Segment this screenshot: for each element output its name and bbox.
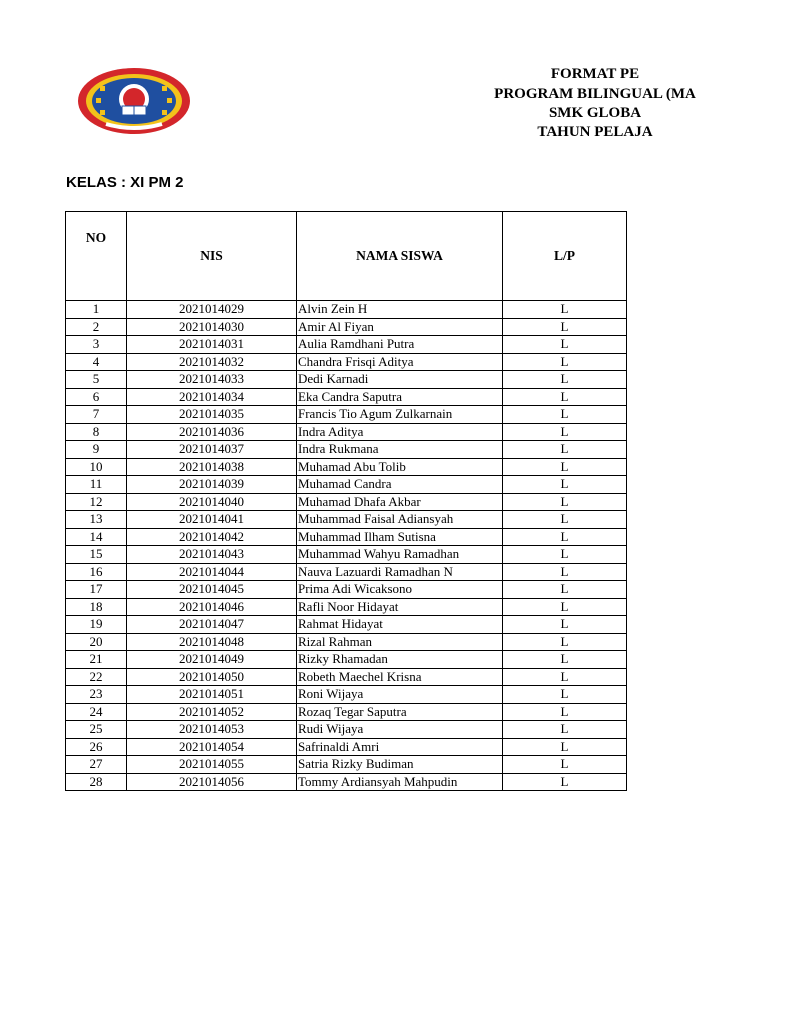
table-row [66, 406, 627, 424]
table-row [66, 651, 627, 669]
row-nama: Indra Aditya [297, 423, 503, 441]
row-nis: 2021014035 [127, 406, 297, 424]
row-nama: Alvin Zein H [297, 301, 503, 319]
table-row [66, 423, 627, 441]
table-header-row [66, 212, 627, 301]
row-nis: 2021014045 [127, 581, 297, 599]
row-lp: L [503, 703, 627, 721]
table-row [66, 353, 627, 371]
row-nis: 2021014052 [127, 703, 297, 721]
row-nama: Amir Al Fiyan [297, 318, 503, 336]
row-nis: 2021014044 [127, 563, 297, 581]
table-row [66, 388, 627, 406]
row-nis: 2021014029 [127, 301, 297, 319]
row-lp: L [503, 616, 627, 634]
row-lp: L [503, 686, 627, 704]
row-nama: Rozaq Tegar Saputra [297, 703, 503, 721]
row-nis: 2021014030 [127, 318, 297, 336]
table-row [66, 598, 627, 616]
row-no: 27 [66, 756, 127, 774]
row-nis: 2021014036 [127, 423, 297, 441]
row-no: 2 [66, 318, 127, 336]
header-line-1: FORMAT PE [550, 66, 640, 82]
table-row [66, 773, 627, 791]
table-row [66, 371, 627, 389]
row-lp: L [503, 528, 627, 546]
table-row [66, 703, 627, 721]
row-lp: L [503, 738, 627, 756]
row-lp: L [503, 633, 627, 651]
row-lp: L [503, 546, 627, 564]
header-nama: NAMA SISWA [297, 212, 503, 301]
row-nama: Muhamad Abu Tolib [297, 458, 503, 476]
row-no: 28 [66, 773, 127, 791]
row-no: 26 [66, 738, 127, 756]
row-nis: 2021014043 [127, 546, 297, 564]
table-row [66, 336, 627, 354]
row-lp: L [503, 388, 627, 406]
row-lp: L [503, 371, 627, 389]
row-no: 4 [66, 353, 127, 371]
table-row [66, 476, 627, 494]
row-nama: Rizal Rahman [297, 633, 503, 651]
row-nama: Roni Wijaya [297, 686, 503, 704]
row-nama: Rizky Rhamadan [297, 651, 503, 669]
header-lp: L/P [503, 212, 627, 301]
table-row [66, 633, 627, 651]
row-nama: Rahmat Hidayat [297, 616, 503, 634]
row-no: 15 [66, 546, 127, 564]
row-nama: Muhamad Candra [297, 476, 503, 494]
row-no: 14 [66, 528, 127, 546]
row-no: 22 [66, 668, 127, 686]
row-nama: Aulia Ramdhani Putra [297, 336, 503, 354]
row-no: 17 [66, 581, 127, 599]
row-lp: L [503, 353, 627, 371]
table-row [66, 721, 627, 739]
table-row [66, 528, 627, 546]
row-no: 16 [66, 563, 127, 581]
row-nis: 2021014048 [127, 633, 297, 651]
row-nis: 2021014041 [127, 511, 297, 529]
row-lp: L [503, 581, 627, 599]
row-nama: Satria Rizky Budiman [297, 756, 503, 774]
row-lp: L [503, 511, 627, 529]
row-lp: L [503, 773, 627, 791]
row-lp: L [503, 336, 627, 354]
row-nis: 2021014054 [127, 738, 297, 756]
row-no: 23 [66, 686, 127, 704]
row-nama: Chandra Frisqi Aditya [297, 353, 503, 371]
row-lp: L [503, 651, 627, 669]
row-no: 21 [66, 651, 127, 669]
table-row [66, 441, 627, 459]
header-no: NO [66, 212, 127, 301]
row-lp: L [503, 476, 627, 494]
row-nis: 2021014034 [127, 388, 297, 406]
row-nis: 2021014032 [127, 353, 297, 371]
row-nama: Robeth Maechel Krisna [297, 668, 503, 686]
row-no: 6 [66, 388, 127, 406]
header-line-2: PROGRAM BILINGUAL (MA [494, 86, 696, 102]
row-no: 25 [66, 721, 127, 739]
row-lp: L [503, 493, 627, 511]
table-row [66, 563, 627, 581]
row-lp: L [503, 756, 627, 774]
row-nis: 2021014038 [127, 458, 297, 476]
row-nis: 2021014053 [127, 721, 297, 739]
table-row [66, 616, 627, 634]
row-nis: 2021014051 [127, 686, 297, 704]
row-no: 19 [66, 616, 127, 634]
table-row [66, 493, 627, 511]
row-nama: Dedi Karnadi [297, 371, 503, 389]
row-nama: Francis Tio Agum Zulkarnain [297, 406, 503, 424]
header-line-3: SMK GLOBA [548, 105, 642, 121]
row-lp: L [503, 458, 627, 476]
row-nis: 2021014050 [127, 668, 297, 686]
row-nis: 2021014037 [127, 441, 297, 459]
table-row [66, 546, 627, 564]
table-row [66, 756, 627, 774]
row-nama: Muhammad Wahyu Ramadhan [297, 546, 503, 564]
row-nama: Indra Rukmana [297, 441, 503, 459]
table-row [66, 301, 627, 319]
row-nama: Tommy Ardiansyah Mahpudin [297, 773, 503, 791]
row-nis: 2021014046 [127, 598, 297, 616]
row-no: 10 [66, 458, 127, 476]
row-lp: L [503, 301, 627, 319]
class-label: KELAS : XI PM 2 [66, 174, 184, 191]
row-nama: Nauva Lazuardi Ramadhan N [297, 563, 503, 581]
row-no: 9 [66, 441, 127, 459]
row-lp: L [503, 563, 627, 581]
row-no: 18 [66, 598, 127, 616]
table-row [66, 581, 627, 599]
row-lp: L [503, 406, 627, 424]
row-nama: Muhamad Dhafa Akbar [297, 493, 503, 511]
table-row [66, 738, 627, 756]
table-row [66, 686, 627, 704]
table-row [66, 458, 627, 476]
table-row [66, 511, 627, 529]
row-lp: L [503, 318, 627, 336]
row-lp: L [503, 441, 627, 459]
row-no: 20 [66, 633, 127, 651]
row-nis: 2021014033 [127, 371, 297, 389]
row-nama: Rafli Noor Hidayat [297, 598, 503, 616]
header-nis: NIS [127, 212, 297, 301]
row-nis: 2021014042 [127, 528, 297, 546]
row-no: 3 [66, 336, 127, 354]
row-no: 24 [66, 703, 127, 721]
row-nama: Eka Candra Saputra [297, 388, 503, 406]
row-nis: 2021014047 [127, 616, 297, 634]
row-nama: Muhammad Ilham Sutisna [297, 528, 503, 546]
row-lp: L [503, 423, 627, 441]
row-nis: 2021014056 [127, 773, 297, 791]
row-nis: 2021014039 [127, 476, 297, 494]
row-no: 13 [66, 511, 127, 529]
row-lp: L [503, 668, 627, 686]
header-line-4: TAHUN PELAJA [537, 124, 653, 140]
row-nama: Rudi Wijaya [297, 721, 503, 739]
table-row [66, 318, 627, 336]
row-no: 11 [66, 476, 127, 494]
table-row [66, 668, 627, 686]
row-no: 5 [66, 371, 127, 389]
row-nama: Safrinaldi Amri [297, 738, 503, 756]
row-nama: Muhammad Faisal Adiansyah [297, 511, 503, 529]
row-lp: L [503, 721, 627, 739]
row-nama: Prima Adi Wicaksono [297, 581, 503, 599]
row-nis: 2021014031 [127, 336, 297, 354]
row-no: 7 [66, 406, 127, 424]
row-lp: L [503, 598, 627, 616]
row-nis: 2021014049 [127, 651, 297, 669]
student-table [65, 211, 627, 791]
row-no: 12 [66, 493, 127, 511]
row-nis: 2021014055 [127, 756, 297, 774]
row-nis: 2021014040 [127, 493, 297, 511]
row-no: 1 [66, 301, 127, 319]
row-no: 8 [66, 423, 127, 441]
